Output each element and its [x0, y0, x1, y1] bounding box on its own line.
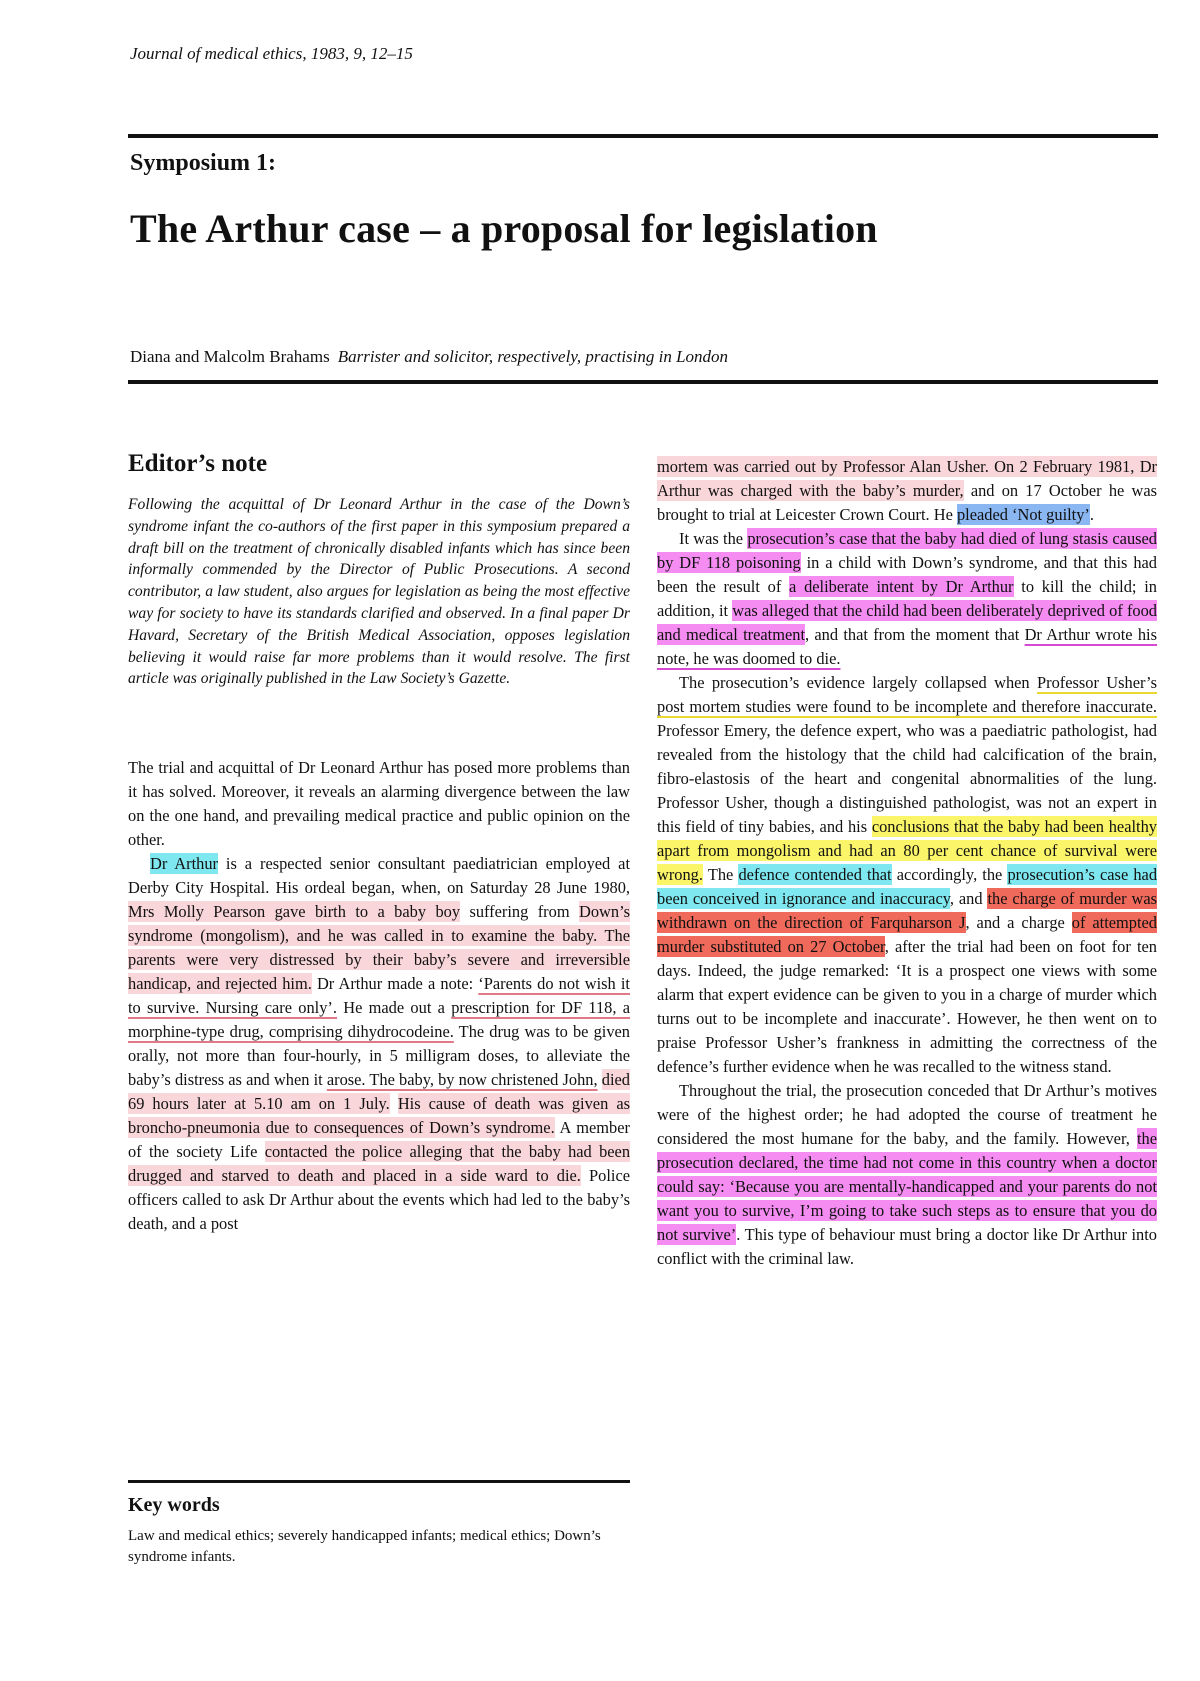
highlighted-text: a deliberate intent by Dr Arthur [789, 577, 1014, 596]
text-segment: The drug was to be given orally, not more than four-hourly, in 5 milligram doses, to alleviate the baby’s distress as and when it [128, 1022, 630, 1090]
highlighted-text: arose. The baby, by now christened John, [326, 1070, 598, 1090]
byline [130, 347, 728, 367]
paragraph-charge [657, 455, 1157, 527]
text-segment: in a child with Down’s syndrome, and that this had been the result of [657, 553, 1157, 596]
highlighted-text: conclusions that the baby had been healthy apart from mongolism and had an 80 per cent chance of survival were wrong. [657, 817, 1157, 884]
key-words-rule [128, 1480, 630, 1483]
text-segment: Police officers called to ask Dr Arthur about the events which had led to the baby’s death, and a post [128, 1166, 630, 1234]
paragraph-intro: The trial and acquittal of Dr Leonard Arthur has posed more problems than it has solved. Moreover, it reveals an alarming divergence between the law on the one hand, and prevailing medical practice and public opinion on the other. [128, 758, 630, 850]
highlighted-text: Dr Arthur wrote his note, he was doomed to die. [657, 625, 1157, 668]
highlighted-text: of attempted murder substituted on 27 October [657, 913, 1157, 956]
highlighted-text: Dr Arthur was charged with the baby’s murder, [657, 457, 1157, 500]
editors-note-body: Following the acquittal of Dr Leonard Arthur in the case of the Down’s syndrome infant the co-authors of the first paper in this symposium prepared a draft bill on the treatment of chronically disabled infants which has since been informally commended by the Director of Public Prosecutions. A second contributor, a law student, also argues for legislation as being the most effective way for society to have its standards clarified and observed. In a final paper Dr Havard, Secretary of the British Medical Association, opposes legislation believing it would raise far more problems than it would resolve. The first article was originally published in the Law Society’s Gazette. [128, 496, 630, 688]
text-segment: and on 17 October he was brought to trial at Leicester Crown Court. He [657, 481, 1157, 524]
highlighted-text: Dr Arthur [150, 854, 219, 874]
highlighted-text: contacted the police alleging that the baby had been drugged and starved to death and placed in a side ward to die. [128, 1142, 631, 1186]
editors-note-heading: Editor’s note [128, 450, 268, 477]
highlighted-text: ‘Parents do not wish it to survive. Nursing care only’. [128, 974, 630, 1018]
highlighted-text: prosecution’s case that the baby had died of lung stasis caused by DF 118 poisoning [657, 529, 1157, 572]
highlighted-text: Mrs Molly Pearson gave birth to a baby boy [128, 902, 461, 922]
text-segment: , and [949, 889, 988, 908]
text-segment: The [702, 865, 739, 884]
text-segment: Professor Emery, the defence expert, who was a paediatric pathologist, had revealed from the histology that the child had calcification of the brain, fibro-elastosis of the heart and congenital abnormalities of the lung. Professor Usher, though a distinguished pathologist, was not an expert in this field of tiny babies, and his [657, 721, 1157, 836]
highlighted-text: Down’s syndrome (mongolism), and he was called in to examine the baby. The parents were very distressed by their baby’s severe and irreversible handicap, and rejected him. [128, 902, 630, 994]
text-segment: He made out a [337, 998, 452, 1018]
key-words-heading: Key words [128, 1494, 220, 1516]
text-segment: suffering from [460, 902, 579, 922]
highlighted-text: prescription for DF 118, a morphine-type drug, comprising dihydrocodeine. [128, 998, 631, 1042]
text-segment: is a respected senior consultant paediatrician employed at Derby City Hospital. His ordeal began, when, on Saturday 28 June 1980, [128, 854, 630, 898]
text-segment: . This type of behaviour must bring a doctor like Dr Arthur into conflict with the criminal law. [657, 1225, 1157, 1268]
affiliation: Barrister and solicitor, respectively, practising in London [337, 347, 729, 366]
paragraph-background [128, 852, 630, 1236]
left-column [128, 450, 630, 1236]
header-bottom-rule [128, 380, 1158, 384]
top-rule [128, 134, 1158, 138]
right-column [657, 455, 1157, 1271]
authors: Diana and Malcolm Brahams [130, 347, 330, 366]
paragraph-evidence-collapse [657, 671, 1157, 1079]
symposium-label: Symposium 1: [130, 150, 277, 176]
text-segment: Throughout the trial, the prosecution conceded that Dr Arthur’s motives were of the highest order; he had adopted the course of treatment he considered the most humane for the baby, and the family. However, [657, 1081, 1157, 1148]
article-title: The Arthur case – a proposal for legislation [130, 206, 878, 251]
text-segment: A member of the society Life [128, 1118, 630, 1162]
text-segment [390, 1094, 398, 1113]
journal-citation: Journal of medical ethics, 1983, 9, 12–15 [130, 44, 413, 63]
paragraph-prosecution-motives [657, 1079, 1157, 1271]
text-segment: to kill the child; in addition, it [657, 577, 1157, 620]
text-segment: The prosecution’s evidence largely collapsed when [679, 673, 1038, 692]
text-segment: , after the trial had been on foot for ten days. Indeed, the judge remarked: ‘It is a prospect one views with some alarm that expert evidence can be given to you in a charge of murder which turns out to be incomplete and inaccurate’. However, he then went on to praise Professor Usher’s frankness in admitting the correctness of the defence’s further evidence when he was recalled to the witness stand. [657, 937, 1157, 1076]
text-segment: , and a charge [965, 913, 1072, 932]
highlighted-text: mortem was carried out by Professor Alan Usher. On 2 February 1981, [657, 457, 1140, 476]
key-words-text: Law and medical ethics; severely handicapped infants; medical ethics; Down’s syndrome infants. [128, 1528, 601, 1565]
highlighted-text: His cause of death was given as broncho-pneumonia due to consequences of Down’s syndrome. [128, 1094, 630, 1138]
text-segment: It was the [679, 529, 748, 548]
highlighted-text: Professor Usher’s post mortem studies were found to be incomplete and therefore inaccurate. [657, 673, 1157, 716]
highlighted-text: prosecution’s case had been conceived in ignorance and inaccuracy [657, 865, 1158, 908]
text-segment: , and that from the moment that [805, 625, 1025, 644]
highlighted-text: died 69 hours later at 5.10 am on 1 July. [128, 1070, 630, 1114]
highlighted-text: defence contended that [738, 865, 892, 884]
text-segment: Dr Arthur made a note: [311, 974, 479, 994]
text-segment: accordingly, the [891, 865, 1008, 884]
highlighted-text: the prosecution declared, the time had not come in this country when a doctor could say: ‘Because you are mentally-handicapped and your parents do not want you to survive, I’m going to take such steps as to ensure that you do not survive’ [657, 1129, 1157, 1244]
highlighted-text: was alleged that the child had been deliberately deprived of food and medical treatment [657, 601, 1158, 644]
paragraph-prosecution-case [657, 527, 1157, 671]
highlighted-text: pleaded ‘Not guilty’ [956, 505, 1090, 524]
text-segment: . [1089, 505, 1094, 524]
highlighted-text: the charge of murder was withdrawn on the direction of Farquharson J [657, 889, 1157, 932]
